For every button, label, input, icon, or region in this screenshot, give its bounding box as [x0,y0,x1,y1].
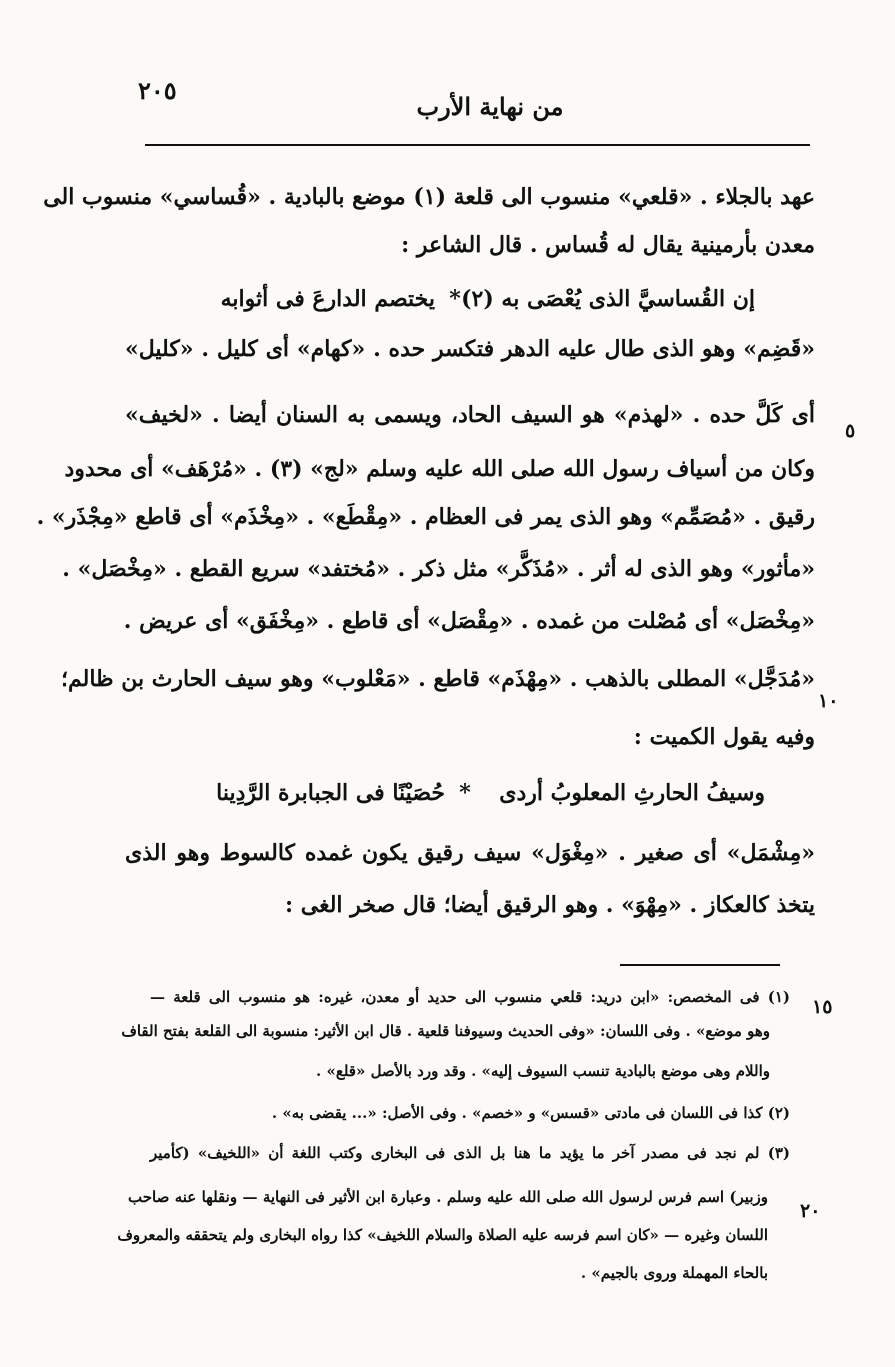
body-line: معدن بأرمينية يقال له قُساس . قال الشاعر : [401,232,815,258]
footnote-line: (٢) كذا فى اللسان فى مادتى «قسس» و «خصم» . وفى الأصل: «... يقضى به» . [271,1104,790,1122]
body-line: عهد بالجلاء . «قلعي» منسوب الى قلعة (١) موضع بالبادية . «قُساسي» منسوب الى [43,184,815,210]
body-line: أى كَلَّ حده . «لهذم» هو السيف الحاد، ويسمى به السنان أيضا . «لخيف» [125,402,815,428]
footnote-line: واللام وهى موضع بالبادية تنسب السيوف إليه» . وقد ورد بالأصل «قلع» . [316,1062,770,1080]
body-line: «قَضِم» وهو الذى طال عليه الدهر فتكسر حده . «كهام» أى كليل . «كليل» [125,336,815,362]
running-title: من نهاية الأرب [416,92,564,121]
body-line: «مِخْصَل» أى مُصْلت من غمده . «مِقْصَل» أى قاطع . «مِخْفَق» أى عريض . [123,608,815,634]
margin-line-number: ٢٠ [800,1200,821,1222]
footnote-line: وزبير) اسم فرس لرسول الله صلى الله عليه وسلم . وعبارة ابن الأثير فى النهاية — ونقلها عنه صاحب [128,1188,768,1206]
verse-hemistich-left: حُصَيْنًا فى الجبابرة الرَّدِينا [216,780,445,806]
footnote-line: (٣) لم نجد فى مصدر آخر ما يؤيد ما هنا بل الذى فى البخارى وكتب اللغة أن «اللخيف» (كأمير [150,1144,790,1162]
verse-hemistich-right: إن القُساسيَّ الذى يُعْصَى به (٢) [461,286,755,312]
page-number: ٢٠٥ [138,76,177,105]
verse-separator: * [459,780,471,806]
body-line: وفيه يقول الكميت : [633,724,815,750]
footnote-rule [620,964,780,966]
footnote-line: وهو موضع» . وفى اللسان: «وفى الحديث وسيوفنا قلعية . قال ابن الأثير: منسوبة الى القلعة بفتح القاف [121,1022,770,1040]
verse-hemistich-right: وسيفُ الحارثِ المعلوبُ أردى [499,780,765,806]
header-rule [145,144,810,146]
margin-line-number: ١٠ [818,690,839,712]
footnote-line: بالحاء المهملة وروى بالجيم» . [580,1264,768,1282]
body-line: «مُدَجَّل» المطلى بالذهب . «مِهْذَم» قاطع . «مَعْلوب» وهو سيف الحارث بن ظالم؛ [60,666,815,692]
body-line: «مِشْمَل» أى صغير . «مِغْوَل» سيف رقيق يكون غمده كالسوط وهو الذى [125,840,815,866]
body-line: يتخذ كالعكاز . «مِهْوَ» . وهو الرقيق أيضا؛ قال صخر الغى : [284,892,815,918]
body-line: رقيق . «مُصَمِّم» وهو الذى يمر فى العظام . «مِقْطَع» . «مِخْذَم» أى قاطع «مِجْذَر» . [36,504,815,530]
body-line: وكان من أسياف رسول الله صلى الله عليه وسلم «لج» (٣) . «مُرْهَف» أى محدود [64,456,815,482]
footnote-line: (١) فى المخصص: «ابن دريد: قلعي منسوب الى حديد أو معدن، غيره: هو منسوب الى قلعة — [150,988,790,1006]
verse-separator: * [449,286,461,312]
verse-hemistich-left: يختصم الدارعَ فى أثوابه [220,286,435,312]
footnote-line: اللسان وغيره — «كان اسم فرسه عليه الصلاة والسلام اللخيف» كذا رواه البخارى ولم يتحققه والمعروف [117,1226,768,1244]
body-line: «مأثور» وهو الذى له أثر . «مُذَكَّر» مثل ذكر . «مُختفد» سريع القطع . «مِخْصَل» . [62,556,815,582]
margin-line-number: ٥ [845,420,856,442]
margin-line-number: ١٥ [812,996,833,1018]
